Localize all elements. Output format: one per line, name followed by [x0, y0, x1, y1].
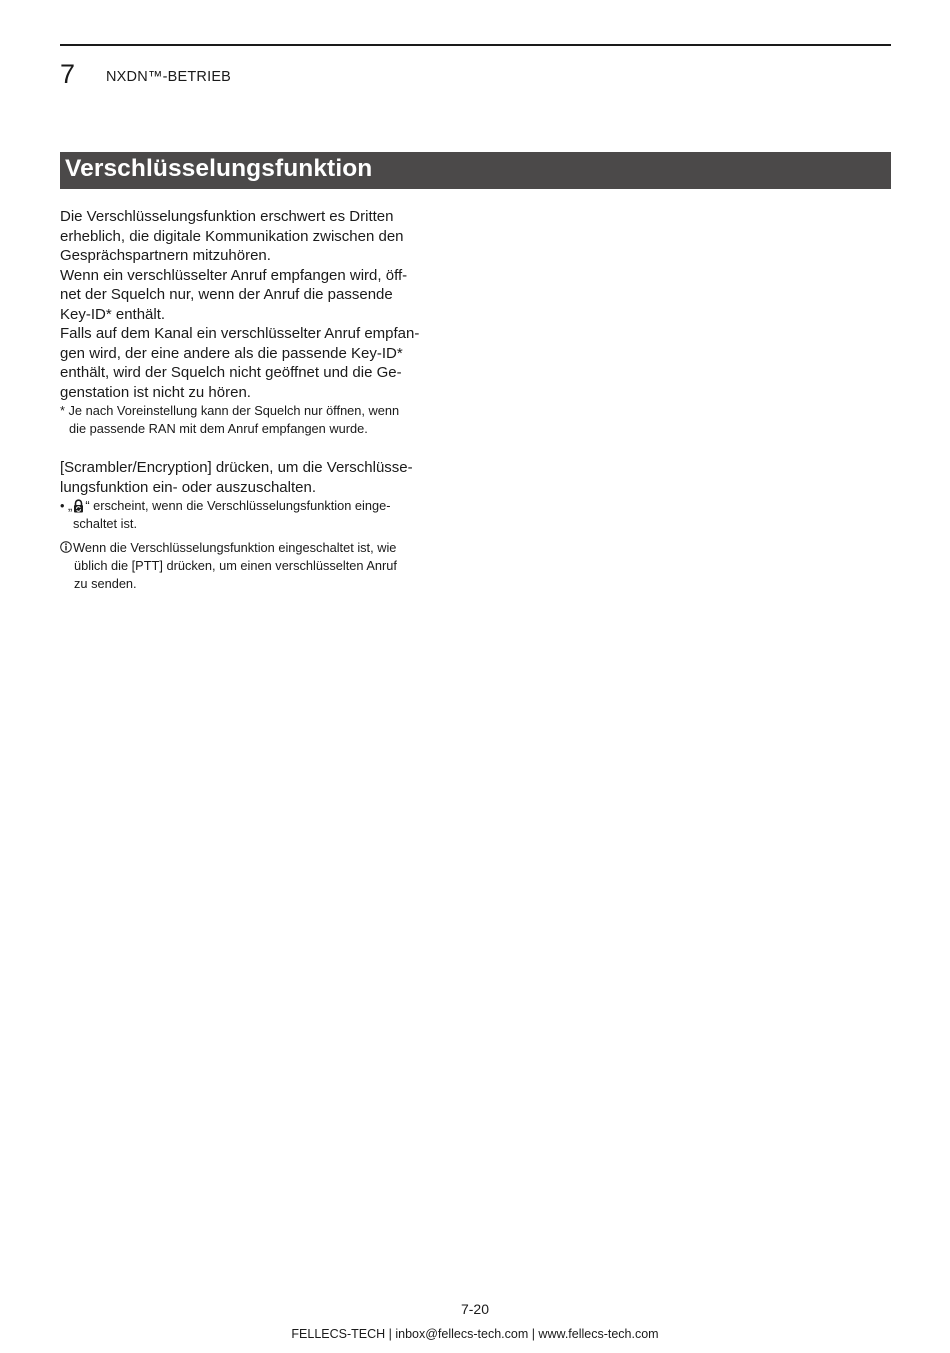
intro-paragraphs — [60, 207, 460, 402]
header-rule — [60, 44, 891, 46]
body-line: net der Squelch nur, wenn der Anruf die passende — [60, 286, 393, 303]
chapter-number: 7 — [60, 59, 76, 89]
text-column — [60, 207, 460, 593]
section-heading-bar — [60, 152, 891, 189]
body-line: gen wird, der eine andere als die passende Key-ID* — [60, 344, 403, 362]
footnote-line: die passende RAN mit dem Anruf empfangen wurde. — [69, 421, 368, 436]
bullet-text: “ erscheint, wenn die Verschlüsselungsfunktion einge- — [85, 498, 391, 513]
body-line: genstation ist nicht zu hören. — [60, 383, 251, 401]
note-continuation: üblich die [PTT] drücken, um einen verschlüsselten Anruf — [74, 558, 397, 573]
section-title: Verschlüsselungsfunktion — [65, 155, 373, 182]
footnote — [60, 402, 460, 438]
body-line: Key-ID* enthält. — [60, 305, 166, 323]
bullet-item — [60, 497, 460, 515]
note-continuation: zu senden. — [74, 576, 137, 591]
chapter-title: NXDN™-BETRIEB — [106, 69, 232, 85]
instruction-paragraph — [60, 458, 460, 497]
encryption-icon — [73, 499, 84, 513]
open-quote: „ — [68, 498, 73, 513]
body-line: Wenn ein verschlüsselter Anruf empfangen wird, öff- — [60, 266, 408, 284]
body-line: enthält, wird der Squelch nicht geöffnet und die Ge- — [60, 364, 402, 381]
footer-contact: FELLECS-TECH | inbox@fellecs-tech.com | www.fellecs-tech.com — [291, 1327, 659, 1341]
note-item — [60, 539, 460, 557]
note-text: Wenn die Verschlüsselungsfunktion eingeschaltet ist, wie — [73, 540, 397, 555]
body-line: Gesprächspartnern mitzuhören. — [60, 247, 271, 264]
bullet-marker: • — [60, 498, 65, 513]
body-line: Die Verschlüsselungsfunktion erschwert es Dritten — [60, 208, 394, 225]
bullet-continuation: schaltet ist. — [73, 516, 138, 531]
footnote-line: * Je nach Voreinstellung kann der Squelch nur öffnen, wenn — [60, 403, 400, 418]
body-line: erheblich, die digitale Kommunikation zwischen den — [60, 227, 404, 245]
paragraph-spacer — [60, 438, 460, 458]
instruction-line: lungsfunktion ein- oder auszuschalten. — [60, 478, 316, 496]
body-line: Falls auf dem Kanal ein verschlüsselter Anruf empfan- — [60, 325, 420, 342]
instruction-line: [Scrambler/Encryption] drücken, um die Verschlüsse- — [60, 459, 413, 476]
info-icon — [60, 541, 72, 553]
page-number: 7-20 — [460, 1301, 490, 1317]
